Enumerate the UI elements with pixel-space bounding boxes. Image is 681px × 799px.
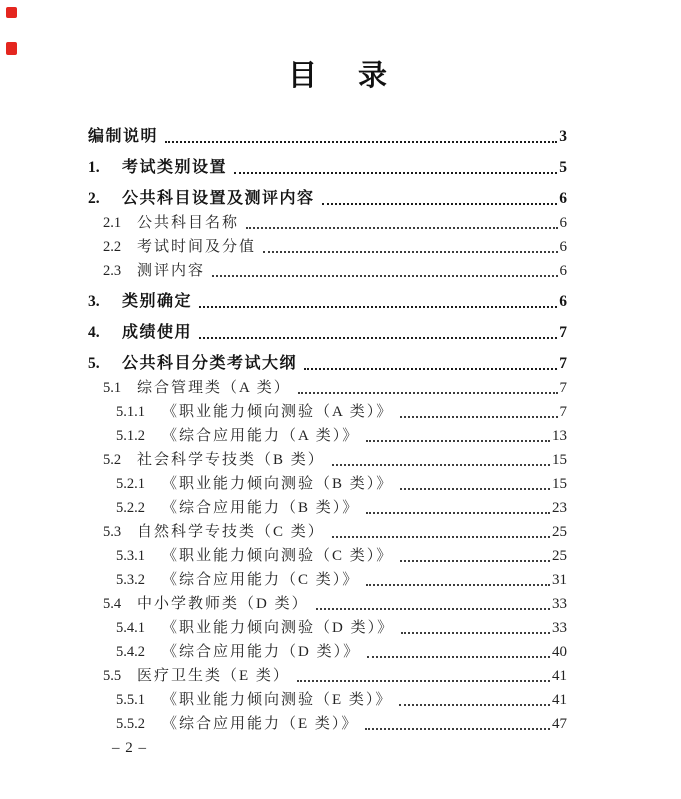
toc-entry-number: 5.1.2 bbox=[116, 428, 145, 445]
toc-entry-label: 编制说明 bbox=[88, 128, 159, 146]
toc-entry-page: 6 bbox=[559, 215, 567, 232]
toc-entry[interactable] bbox=[88, 546, 567, 565]
toc-entry-label: 《职业能力倾向测验（A 类）》 bbox=[162, 404, 394, 421]
toc-entry-number: 5.4 bbox=[103, 596, 122, 613]
toc-dot-leader bbox=[316, 608, 550, 610]
toc-dot-leader bbox=[332, 464, 550, 466]
toc-entry-number: 3. bbox=[88, 293, 100, 311]
toc-entry-label: 综合管理类（A 类） bbox=[137, 380, 291, 397]
toc-entry[interactable] bbox=[88, 570, 567, 589]
toc-entry-number: 2.3 bbox=[103, 263, 122, 280]
toc-entry-label: 中小学教师类（D 类） bbox=[137, 596, 309, 613]
toc-dot-leader bbox=[365, 728, 550, 730]
toc-entry[interactable] bbox=[88, 213, 567, 232]
toc-entry-page: 6 bbox=[559, 190, 567, 208]
toc-entry-page: 7 bbox=[559, 355, 567, 373]
toc-dot-leader bbox=[401, 632, 550, 634]
toc-entry-page: 5 bbox=[559, 159, 567, 177]
toc-entry-label: 成绩使用 bbox=[122, 324, 193, 342]
toc-entry-label: 社会科学专技类（B 类） bbox=[137, 452, 325, 469]
toc-dot-leader bbox=[199, 306, 557, 308]
toc-entry-label: 《职业能力倾向测验（D 类）》 bbox=[162, 620, 395, 637]
toc-dot-leader bbox=[366, 440, 550, 442]
toc-entry-label: 考试类别设置 bbox=[122, 159, 228, 177]
toc-entry[interactable] bbox=[88, 450, 567, 469]
toc-dot-leader bbox=[234, 172, 557, 174]
toc-entry[interactable] bbox=[88, 323, 567, 342]
page-title: 目 录 bbox=[287, 60, 393, 92]
toc-dot-leader bbox=[297, 680, 550, 682]
toc-entry-page: 25 bbox=[552, 548, 567, 565]
toc-entry-page: 25 bbox=[552, 524, 567, 541]
toc-entry-number: 5.2.1 bbox=[116, 476, 145, 493]
toc-entry-page: 13 bbox=[552, 428, 567, 445]
toc-entry-page: 7 bbox=[559, 404, 567, 421]
toc-entry[interactable] bbox=[88, 690, 567, 709]
toc-entry-number: 4. bbox=[88, 324, 100, 342]
toc-entry-page: 6 bbox=[559, 263, 567, 280]
toc-entry-page: 33 bbox=[552, 620, 567, 637]
toc-entry-number: 2. bbox=[88, 190, 100, 208]
toc-entry-number: 5.1 bbox=[103, 380, 122, 397]
toc-entry-label: 公共科目分类考试大纲 bbox=[122, 355, 298, 373]
toc-entry-number: 5.5 bbox=[103, 668, 122, 685]
toc-entry-label: 《综合应用能力（E 类）》 bbox=[162, 716, 359, 733]
toc-entry-number: 5.3 bbox=[103, 524, 122, 541]
toc-dot-leader bbox=[366, 584, 550, 586]
toc-entry[interactable] bbox=[88, 237, 567, 256]
toc-dot-leader bbox=[366, 512, 550, 514]
toc-entry-page: 6 bbox=[559, 239, 567, 256]
toc-entry-label: 《综合应用能力（B 类）》 bbox=[162, 500, 360, 517]
toc-entry[interactable] bbox=[88, 618, 567, 637]
toc-dot-leader bbox=[212, 275, 557, 277]
toc-entry[interactable] bbox=[88, 378, 567, 397]
toc-entry-page: 41 bbox=[552, 692, 567, 709]
toc-entry-number: 2.2 bbox=[103, 239, 122, 256]
toc-dot-leader bbox=[400, 560, 550, 562]
red-stamp-mark-bottom bbox=[6, 42, 17, 55]
toc-entry-number: 5.5.1 bbox=[116, 692, 145, 709]
toc-entry-label: 测评内容 bbox=[137, 263, 206, 280]
toc-entry-page: 33 bbox=[552, 596, 567, 613]
toc-entry-number: 5.2.2 bbox=[116, 500, 145, 517]
toc-entry-page: 40 bbox=[552, 644, 567, 661]
toc-dot-leader bbox=[399, 704, 550, 706]
toc-entry-label: 《职业能力倾向测验（E 类）》 bbox=[162, 692, 393, 709]
toc-entry-page: 15 bbox=[552, 476, 567, 493]
toc-entry-label: 自然科学专技类（C 类） bbox=[137, 524, 325, 541]
toc-entry-page: 15 bbox=[552, 452, 567, 469]
toc-dot-leader bbox=[165, 141, 557, 143]
toc-entry-label: 类别确定 bbox=[122, 293, 193, 311]
toc-entry-label: 《综合应用能力（C 类）》 bbox=[162, 572, 360, 589]
toc-entry-label: 《职业能力倾向测验（B 类）》 bbox=[162, 476, 394, 493]
toc-entry-page: 6 bbox=[559, 293, 567, 311]
toc-entry-page: 47 bbox=[552, 716, 567, 733]
toc-dot-leader bbox=[246, 227, 557, 229]
toc-entry-number: 5.1.1 bbox=[116, 404, 145, 421]
toc-entry-label: 公共科目设置及测评内容 bbox=[122, 190, 315, 208]
toc-entry[interactable] bbox=[88, 522, 567, 541]
toc-entry-label: 医疗卫生类（E 类） bbox=[137, 668, 290, 685]
toc-entry[interactable] bbox=[88, 594, 567, 613]
toc-entry-label: 《综合应用能力（D 类）》 bbox=[162, 644, 361, 661]
toc-entry-number: 5.4.2 bbox=[116, 644, 145, 661]
toc-dot-leader bbox=[322, 203, 558, 205]
toc-entry-page: 41 bbox=[552, 668, 567, 685]
toc-entry-number: 5.4.1 bbox=[116, 620, 145, 637]
toc-entry[interactable] bbox=[88, 354, 567, 373]
toc-entry-number: 5.3.1 bbox=[116, 548, 145, 565]
toc-dot-leader bbox=[400, 488, 550, 490]
toc-entry-number: 5.2 bbox=[103, 452, 122, 469]
page-number-footer: – 2 – bbox=[112, 740, 147, 756]
toc-entry-page: 31 bbox=[552, 572, 567, 589]
toc-dot-leader bbox=[332, 536, 550, 538]
table-of-contents bbox=[0, 93, 681, 733]
toc-entry-label: 考试时间及分值 bbox=[137, 239, 257, 256]
toc-entry[interactable] bbox=[88, 292, 567, 311]
toc-dot-leader bbox=[367, 656, 550, 658]
toc-dot-leader bbox=[298, 392, 558, 394]
toc-entry-number: 5.5.2 bbox=[116, 716, 145, 733]
toc-entry[interactable] bbox=[88, 261, 567, 280]
toc-dot-leader bbox=[304, 368, 557, 370]
red-stamp-mark-top bbox=[6, 7, 17, 18]
toc-entry[interactable] bbox=[88, 666, 567, 685]
toc-entry-page: 7 bbox=[559, 380, 567, 397]
toc-entry[interactable] bbox=[88, 158, 567, 177]
toc-entry[interactable] bbox=[88, 189, 567, 208]
toc-entry[interactable] bbox=[88, 474, 567, 493]
toc-entry-label: 《职业能力倾向测验（C 类）》 bbox=[162, 548, 394, 565]
toc-entry[interactable] bbox=[88, 127, 567, 146]
toc-entry[interactable] bbox=[88, 642, 567, 661]
toc-dot-leader bbox=[263, 251, 557, 253]
toc-dot-leader bbox=[199, 337, 557, 339]
toc-entry[interactable] bbox=[88, 714, 567, 733]
toc-entry-number: 5.3.2 bbox=[116, 572, 145, 589]
toc-entry-number: 5. bbox=[88, 355, 100, 373]
toc-entry-page: 23 bbox=[552, 500, 567, 517]
toc-entry-number: 1. bbox=[88, 159, 100, 177]
toc-entry[interactable] bbox=[88, 498, 567, 517]
toc-entry-number: 2.1 bbox=[103, 215, 122, 232]
toc-entry-label: 公共科目名称 bbox=[137, 215, 240, 232]
toc-entry[interactable] bbox=[88, 402, 567, 421]
toc-entry-page: 7 bbox=[559, 324, 567, 342]
toc-entry-page: 3 bbox=[559, 128, 567, 146]
toc-entry[interactable] bbox=[88, 426, 567, 445]
toc-entry-label: 《综合应用能力（A 类）》 bbox=[162, 428, 360, 445]
toc-dot-leader bbox=[400, 416, 557, 418]
